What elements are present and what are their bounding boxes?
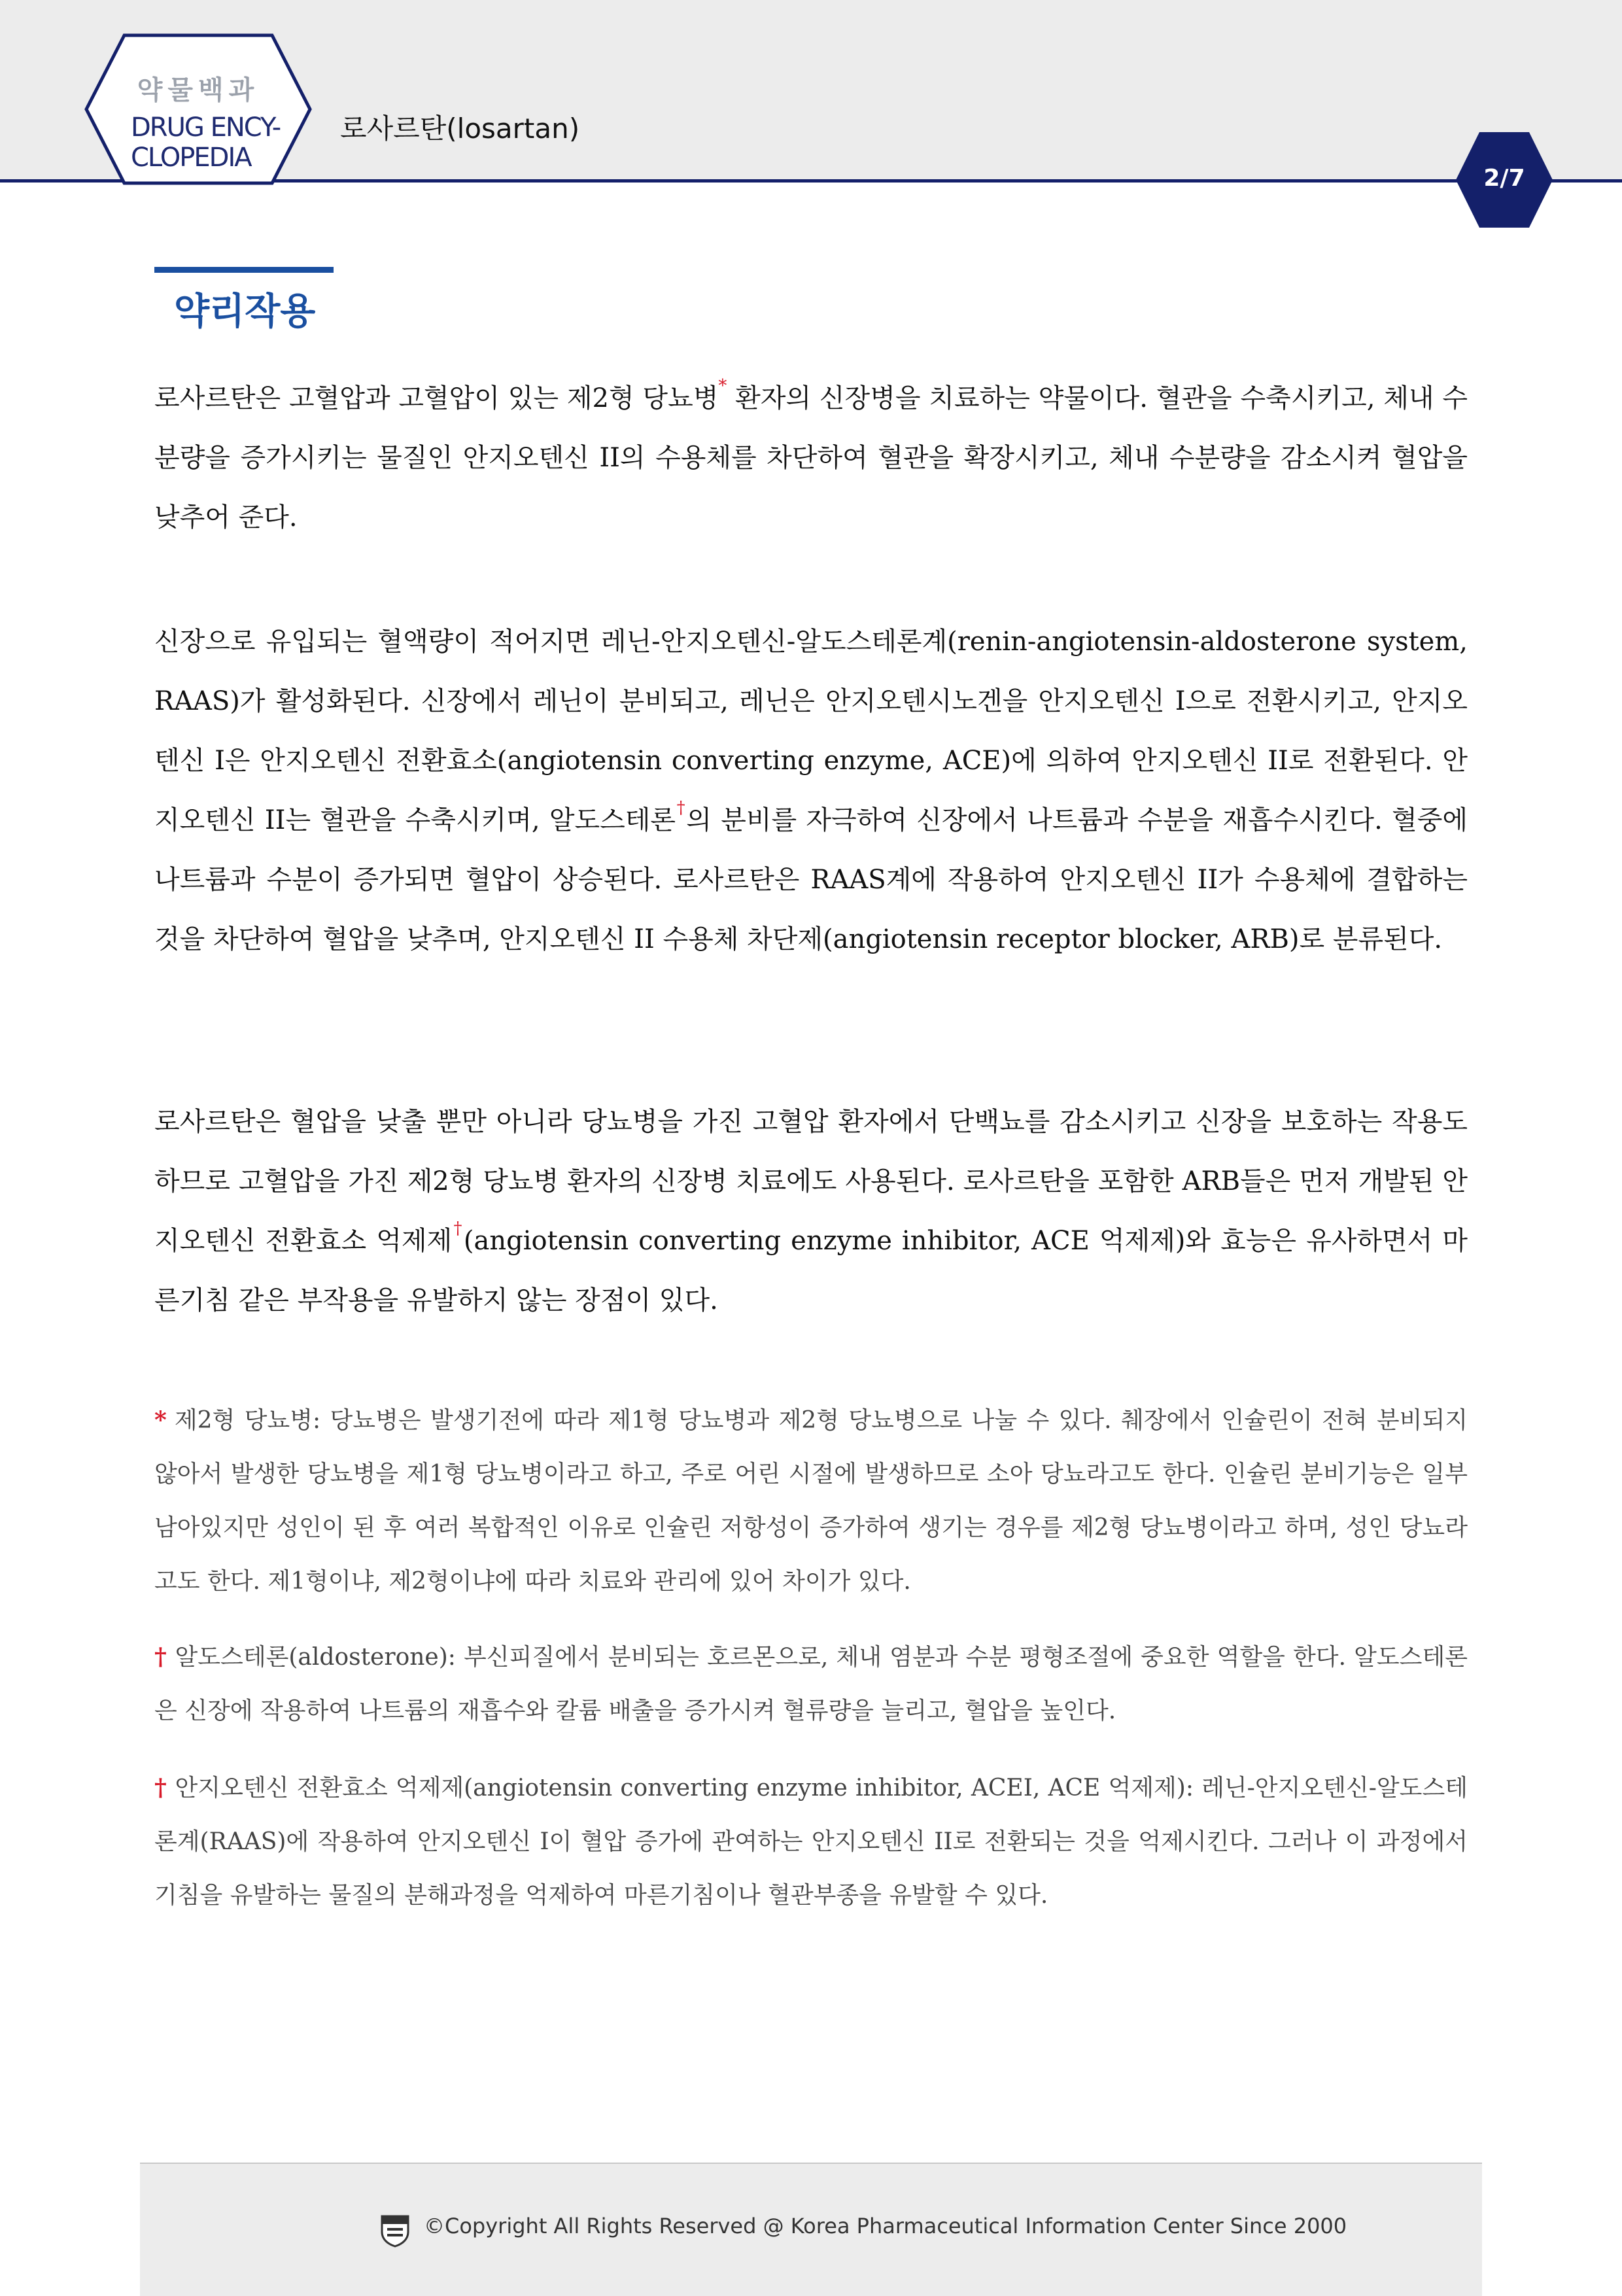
paragraph-2 (154, 612, 1468, 969)
footnote-3-text: 안지오텐신 전환효소 억제제(angiotensin converting enzyme inhibitor, ACEI, ACE 억제제): 레닌-안지오텐신-알도스테론계(RAAS)에 작용하여 안지오텐신 I이 혈압 증가에 관여하는 안지오텐신 II로 전환되는 것을 억제시킨다. 그러나 이 과정에서 기침을 유발하는 물질의 분해과정을 억제하여 마른기침이나 혈관부종을 유발할 수 있다. (154, 1775, 1468, 1909)
footnote-ref-dagger: † (676, 798, 687, 818)
footnote-2-text: 알도스테론(aldosterone): 부신피질에서 분비되는 호르몬으로, 체내 염분과 수분 평형조절에 중요한 역할을 한다. 알도스테론은 신장에 작용하여 나트륨의 재흡수와 칼륨 배출을 증가시켜 혈류량을 늘리고, 혈압을 높인다. (154, 1644, 1468, 1724)
footnote-2-mark: † (154, 1643, 167, 1671)
page-number: 2/7 (1483, 165, 1525, 192)
paragraph-2-text-b: 의 분비를 자극하여 신장에서 나트륨과 수분을 재흡수시킨다. 혈중에 나트륨과 수분이 증가되면 혈압이 상승된다. 로사르탄은 RAAS계에 작용하여 안지오텐신 II가 수용체에 결합하는 것을 차단하여 혈압을 낮추며, 안지오텐신 II 수용체 차단제(angiotensin receptor blocker, ARB)로 분류된다. (154, 805, 1468, 954)
section-accent-bar (154, 267, 334, 273)
paragraph-3-text-a: 로사르탄은 혈압을 낮출 뿐만 아니라 당뇨병을 가진 고혈압 환자에서 단백뇨를 감소시키고 신장을 보호하는 작용도 하므로 고혈압을 가진 제2형 당뇨병 환자의 신장병 치료에도 사용된다. 로사르탄을 포함한 ARB들은 먼저 개발된 안지오텐신 전환효소 억제제 (154, 1107, 1468, 1256)
logo-english-line2: CLOPEDIA (131, 143, 251, 173)
drug-encyclopedia-logo (84, 33, 313, 186)
document-title: 로사르탄(losartan) (340, 113, 580, 145)
page-indicator-badge (1455, 131, 1554, 229)
footnote-ref-dagger: † (452, 1219, 464, 1238)
paragraph-3 (154, 1092, 1468, 1331)
logo-korean-text: 약물백과 (137, 75, 260, 105)
section-title: 약리작용 (174, 290, 316, 333)
kpic-emblem-icon (379, 2214, 411, 2248)
footnote-1-text: 제2형 당뇨병: 당뇨병은 발생기전에 따라 제1형 당뇨병과 제2형 당뇨병으로 나눌 수 있다. 췌장에서 인슐린이 전혀 분비되지 않아서 발생한 당뇨병을 제1형 당뇨병이라고 하고, 주로 어린 시절에 발생하므로 소아 당뇨라고도 한다. 인슐린 분비기능은 일부 남아있지만 성인이 된 후 여러 복합적인 이유로 인슐린 저항성이 증가하여 생기는 경우를 제2형 당뇨병이라고 하며, 성인 당뇨라고도 한다. 제1형이냐, 제2형이냐에 따라 치료와 관리에 있어 차이가 있다. (154, 1407, 1468, 1595)
paragraph-1 (154, 369, 1468, 548)
paragraph-2-text-a: 신장으로 유입되는 혈액량이 적어지면 레닌-안지오텐신-알도스테론계(renin-angiotensin-aldosterone system, RAAS)가 활성화된다. 신장에서 레닌이 분비되고, 레닌은 안지오텐시노겐을 안지오텐신 I으로 전환시키고, 안지오텐신 I은 안지오텐신 전환효소(angiotensin converting enzyme, ACE)에 의하여 안지오텐신 II로 전환된다. 안지오텐신 II는 혈관을 수축시키며, 알도스테론 (154, 627, 1468, 835)
footnote-1 (154, 1393, 1468, 1609)
paragraph-1-text-a: 로사르탄은 고혈압과 고혈압이 있는 제2형 당뇨병 (154, 383, 719, 413)
footnote-ref-asterisk: * (718, 376, 727, 396)
copyright-text: ©Copyright All Rights Reserved @ Korea Pharmaceutical Information Center Since 2000 (424, 2214, 1347, 2238)
footnote-2 (154, 1630, 1468, 1738)
footnote-1-mark: * (154, 1406, 167, 1434)
logo-english-line1: DRUG ENCY- (131, 113, 281, 143)
paragraph-1-text-b: 환자의 신장병을 치료하는 약물이다. 혈관을 수축시키고, 체내 수분량을 증가시키는 물질인 안지오텐신 II의 수용체를 차단하여 혈관을 확장시키고, 체내 수분량을 감소시켜 혈압을 낮추어 준다. (154, 383, 1468, 532)
footnote-3 (154, 1761, 1468, 1922)
paragraph-3-text-b: (angiotensin converting enzyme inhibitor, ACE 억제제)와 효능은 유사하면서 마른기침 같은 부작용을 유발하지 않는 장점이 있다. (154, 1226, 1468, 1315)
footnote-3-mark: † (154, 1774, 167, 1801)
